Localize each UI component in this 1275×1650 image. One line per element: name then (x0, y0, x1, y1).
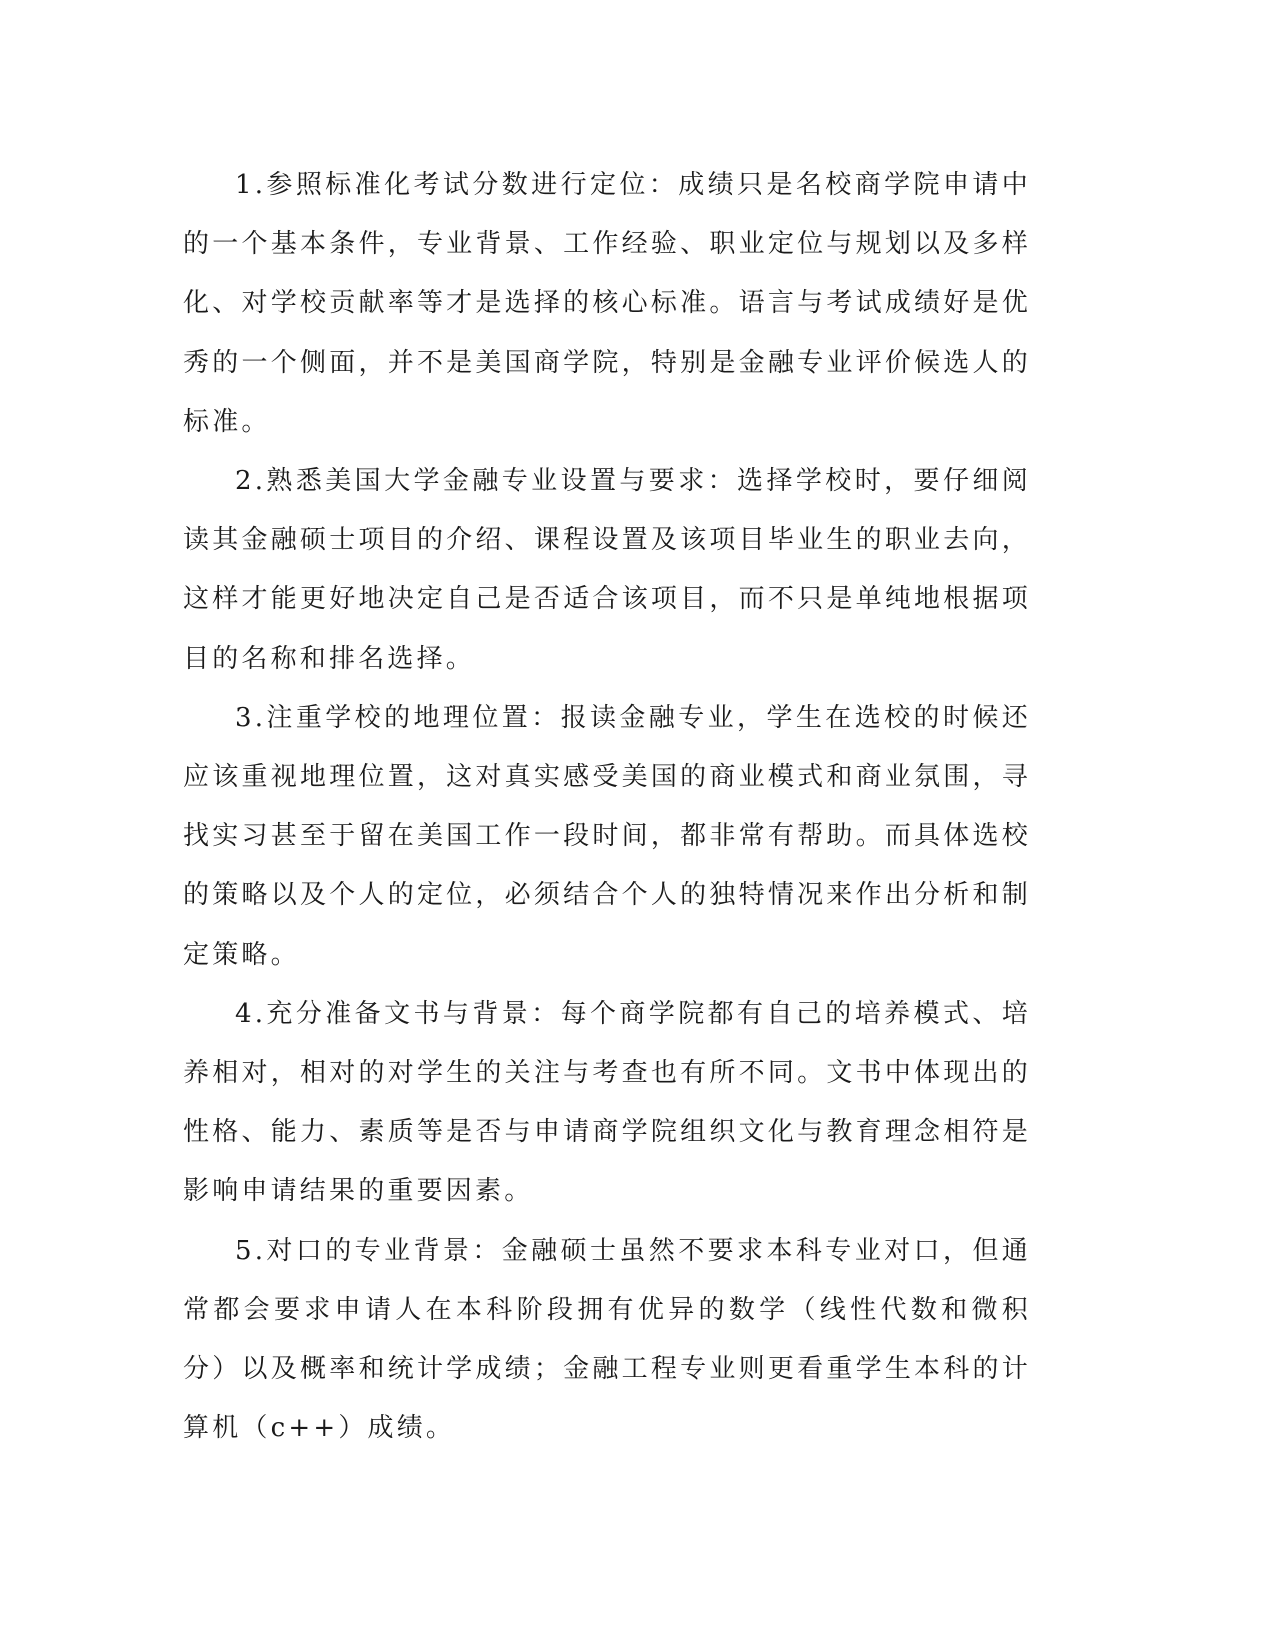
paragraph-5: 5.对口的专业背景：金融硕士虽然不要求本科专业对口，但通常都会要求申请人在本科阶段拥有优异的数学（线性代数和微积分）以及概率和统计学成绩；金融工程专业则更看重学生本科的计算机（c++）成绩。 (183, 1235, 1031, 1444)
paragraph-1: 1.参照标准化考试分数进行定位：成绩只是名校商学院申请中的一个基本条件，专业背景、工作经验、职业定位与规划以及多样化、对学校贡献率等才是选择的核心标准。语言与考试成绩好是优秀的一个侧面，并不是美国商学院，特别是金融专业评价候选人的标准。 (183, 170, 1031, 437)
paragraph-4: 4.充分准备文书与背景：每个商学院都有自己的培养模式、培养相对，相对的对学生的关注与考查也有所不同。文书中体现出的性格、能力、素质等是否与申请商学院组织文化与教育理念相符是影响申请结果的重要因素。 (183, 998, 1031, 1207)
paragraph-3: 3.注重学校的地理位置：报读金融专业，学生在选校的时候还应该重视地理位置，这对真实感受美国的商业模式和商业氛围，寻找实习甚至于留在美国工作一段时间，都非常有帮助。而具体选校的策略以及个人的定位，必须结合个人的独特情况来作出分析和制定策略。 (183, 702, 1031, 970)
paragraph-2: 2.熟悉美国大学金融专业设置与要求：选择学校时，要仔细阅读其金融硕士项目的介绍、课程设置及该项目毕业生的职业去向，这样才能更好地决定自己是否适合该项目，而不只是单纯地根据项目的名称和排名选择。 (183, 466, 1031, 674)
document-body (183, 156, 1031, 1458)
